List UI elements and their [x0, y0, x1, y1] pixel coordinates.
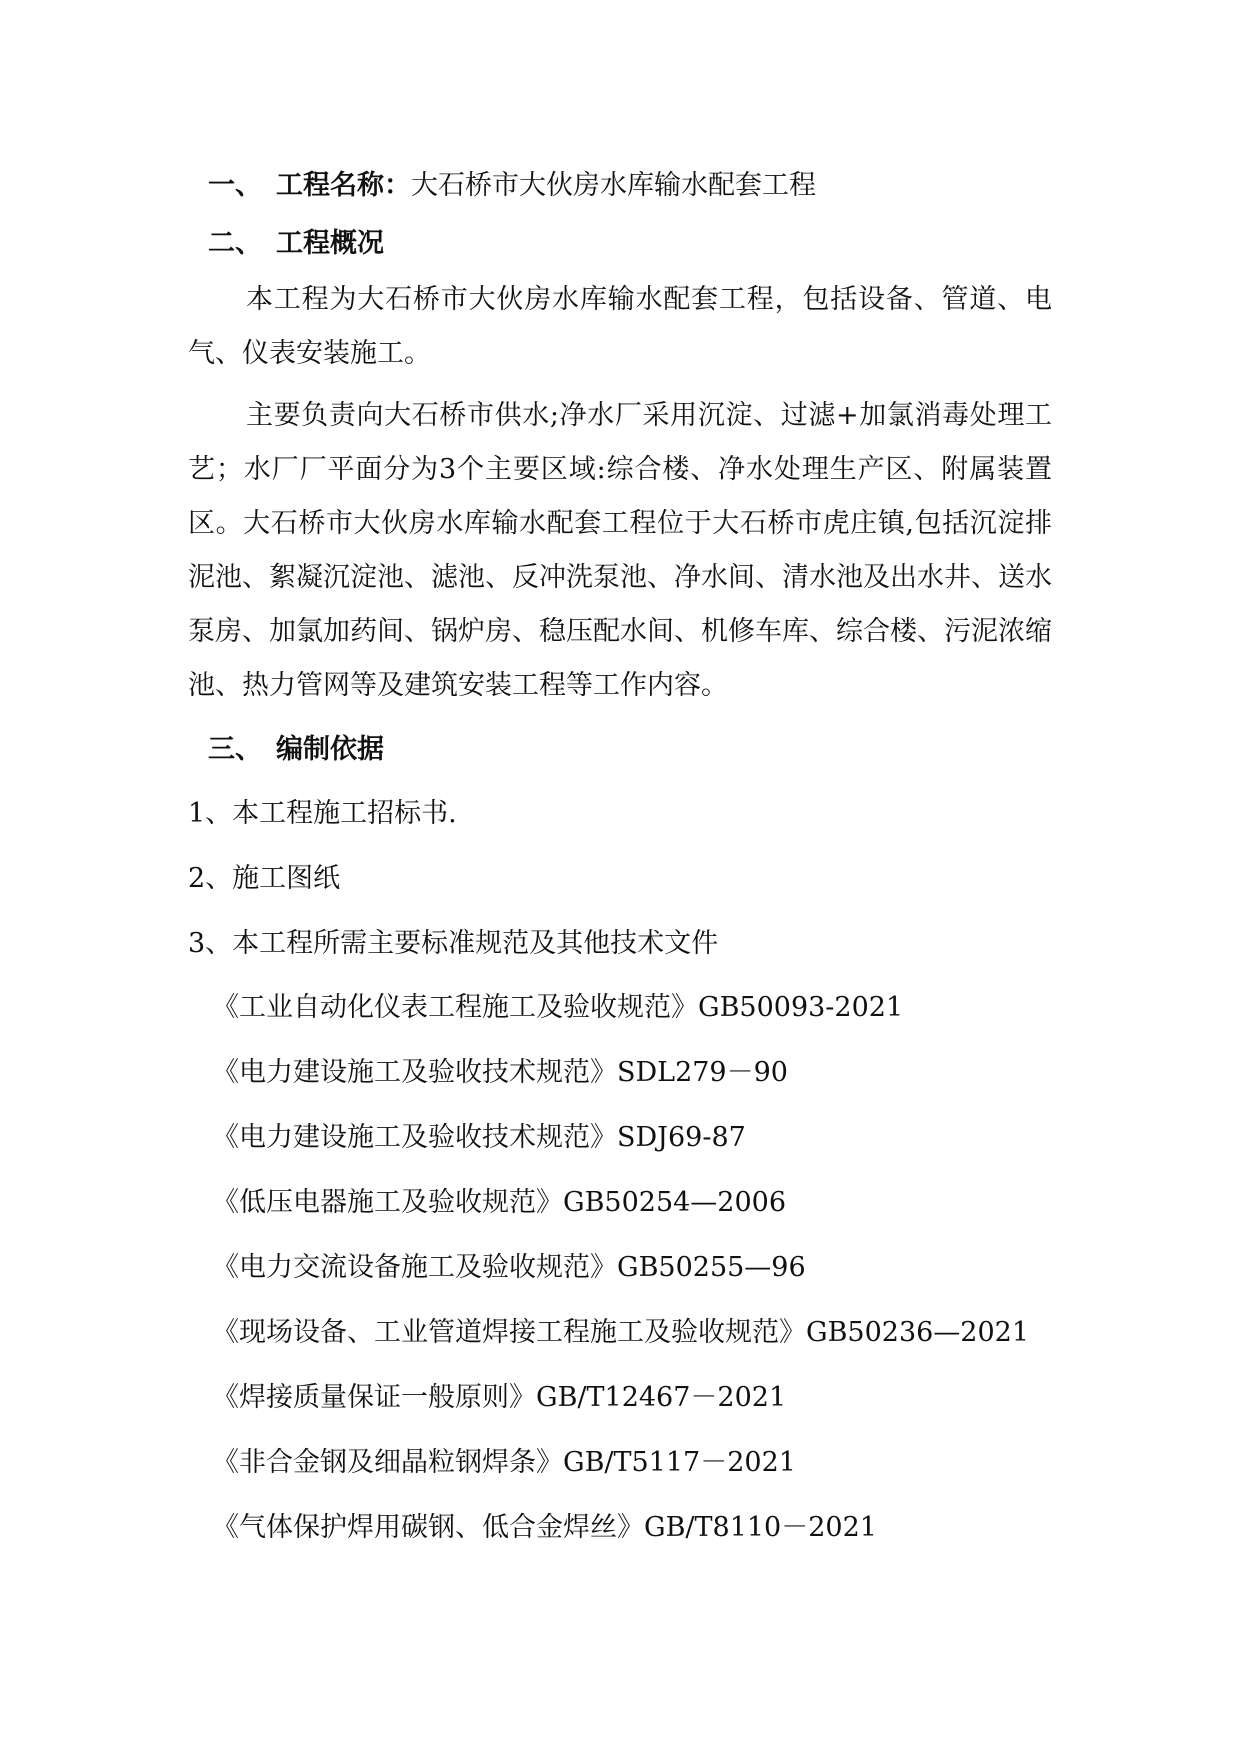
overview-paragraph-1: 本工程为大石桥市大伙房水库输水配套工程，包括设备、管道、电气、仪表安装施工。	[188, 284, 1052, 369]
standard-item: 《低压电器施工及验收规范》GB50254—2006	[212, 1187, 787, 1218]
section-label: 工程概况	[276, 228, 384, 259]
section-label: 编制依据	[276, 734, 384, 765]
project-name: 大石桥市大伙房水库输水配套工程	[411, 170, 816, 201]
section-heading-2	[208, 226, 384, 262]
standard-item: 《非合金钢及细晶粒钢焊条》GB/T5117－2021	[212, 1447, 796, 1478]
section-heading-1	[208, 168, 816, 204]
overview-paragraph-2: 主要负责向大石桥市供水;净水厂采用沉淀、过滤+加氯消毒处理工艺；水厂厂平面分为3个主要区域:综合楼、净水处理生产区、附属装置区。大石桥市大伙房水库输水配套工程位于大石桥市虎庄镇,包括沉淀排泥池、絮凝沉淀池、滤池、反冲洗泵池、净水间、清水池及出水井、送水泵房、加氯加药间、锅炉房、稳压配水间、机修车库、综合楼、污泥浓缩池、热力管网等及建筑安装工程等工作内容。	[188, 400, 1052, 701]
standard-item: 《气体保护焊用碳钢、低合金焊丝》GB/T8110－2021	[212, 1512, 877, 1543]
standard-item: 《电力建设施工及验收技术规范》SDL279－90	[212, 1057, 788, 1088]
section-number: 三、	[208, 734, 262, 765]
basis-item: 2、施工图纸	[188, 863, 341, 894]
basis-item: 3、本工程所需主要标准规范及其他技术文件	[188, 928, 719, 959]
basis-item: 1、本工程施工招标书.	[188, 798, 457, 829]
standard-item: 《电力交流设备施工及验收规范》GB50255—96	[212, 1252, 806, 1283]
section-heading-3	[208, 732, 384, 768]
section-number: 一、	[208, 170, 262, 201]
standard-item: 《电力建设施工及验收技术规范》SDJ69-87	[212, 1122, 746, 1153]
section-label: 工程名称：	[276, 170, 411, 201]
standard-item: 《工业自动化仪表工程施工及验收规范》GB50093-2021	[212, 992, 904, 1023]
section-number: 二、	[208, 228, 262, 259]
standard-item: 《现场设备、工业管道焊接工程施工及验收规范》GB50236—2021	[212, 1317, 1030, 1348]
standard-item: 《焊接质量保证一般原则》GB/T12467－2021	[212, 1382, 787, 1413]
